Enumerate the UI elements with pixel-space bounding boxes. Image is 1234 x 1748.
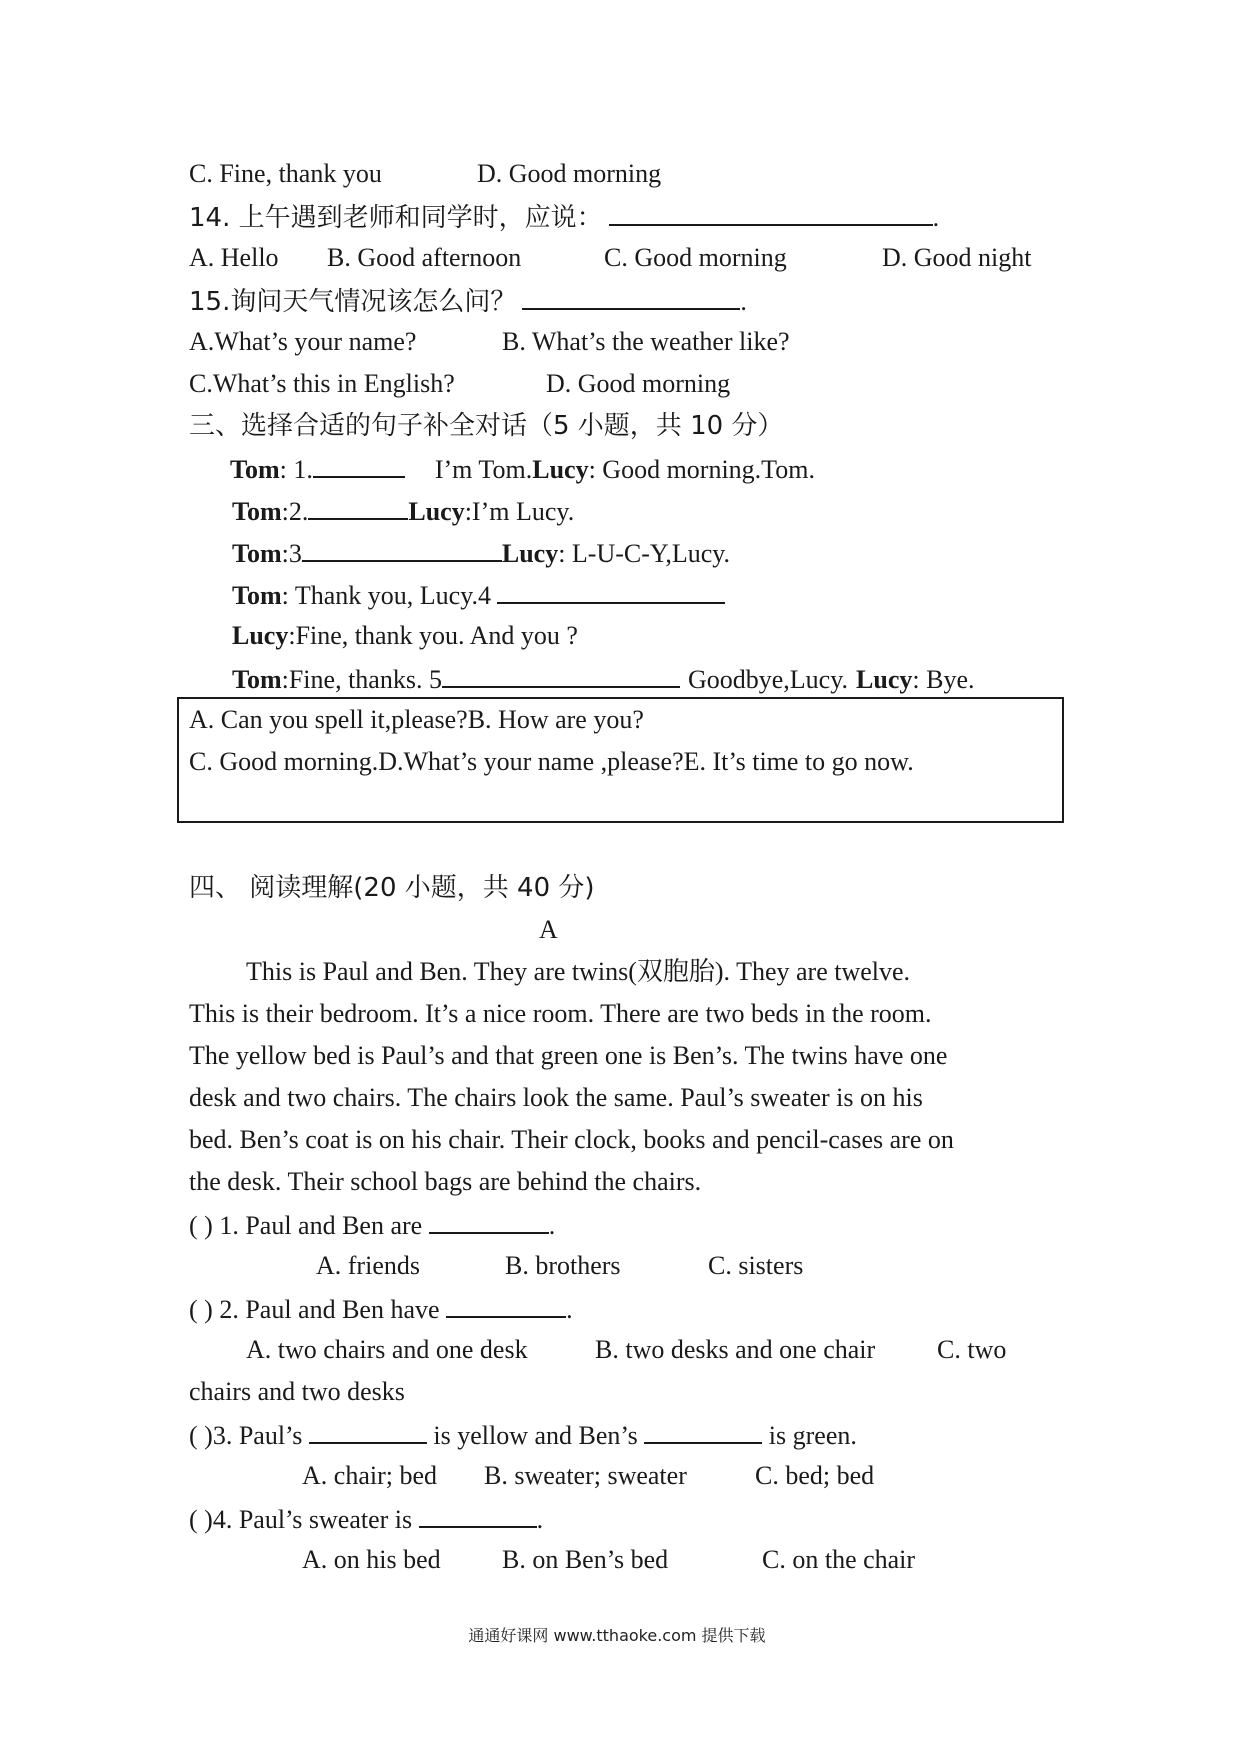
speaker-lucy: Lucy: [856, 665, 913, 694]
q13-option-d: D. Good morning: [477, 159, 662, 188]
dialog-text: : L-U-C-Y,Lucy.: [558, 539, 731, 568]
question-blank[interactable]: [446, 1292, 566, 1318]
dialog-line-1: [230, 452, 815, 486]
reading-q1: [189, 1208, 555, 1242]
speaker-tom: Tom: [230, 455, 280, 484]
question-text: is yellow and Ben’s: [433, 1421, 638, 1450]
q15-option-d: D. Good morning: [546, 369, 731, 398]
dialog-text: :I’m Lucy.: [464, 497, 575, 526]
answer-paren[interactable]: ( ): [189, 1505, 213, 1534]
footer-watermark: 通通好课网 www.tthaoke.com 提供下载: [468, 1626, 766, 1645]
reading-q4: [189, 1502, 543, 1536]
q4-option-c: C. on the chair: [762, 1545, 916, 1574]
speaker-lucy: Lucy: [501, 539, 559, 568]
q1-option-a: A. friends: [316, 1251, 420, 1280]
passage-label: A: [539, 915, 558, 944]
q15-period: .: [740, 287, 747, 316]
dialog-text: : Bye.: [912, 665, 975, 694]
options-box-line-1: A. Can you spell it,please?B. How are you?: [189, 705, 644, 734]
question-blank[interactable]: [429, 1208, 549, 1234]
q14-option-a: A. Hello: [189, 243, 279, 272]
dialog-text: :Fine, thank you. And you ?: [288, 621, 578, 650]
q14-stem: [189, 200, 939, 234]
dialog-blank-4[interactable]: [497, 578, 725, 604]
dialog-text: Goodbye,Lucy.: [687, 665, 849, 694]
q14-option-c: C. Good morning: [604, 243, 787, 272]
q2-option-b: B. two desks and one chair: [595, 1335, 876, 1364]
q14-period: .: [932, 203, 940, 232]
passage-line-1: This is Paul and Ben. They are twins(双胞胎). They are twelve.: [246, 957, 911, 986]
speaker-lucy: Lucy: [408, 497, 465, 526]
question-text: 2. Paul and Ben have: [219, 1295, 440, 1324]
speaker-lucy: Lucy: [532, 455, 589, 484]
q2-option-c: C. two: [937, 1335, 1007, 1364]
question-blank[interactable]: [644, 1418, 762, 1444]
dialog-line-2: [232, 494, 574, 528]
answer-paren[interactable]: ( ): [189, 1211, 213, 1240]
answer-paren[interactable]: ( ): [189, 1421, 213, 1450]
dialog-line-5: [232, 620, 578, 652]
question-period: .: [566, 1295, 573, 1324]
passage-line-4: desk and two chairs. The chairs look the same. Paul’s sweater is on his: [189, 1083, 923, 1112]
dialog-text: : Good morning.Tom.: [588, 455, 815, 484]
q14-text: 14. 上午遇到老师和同学时，应说：: [189, 203, 603, 233]
dialog-text: I’m Tom.: [434, 455, 533, 484]
dialog-blank-3[interactable]: [302, 536, 502, 562]
q3-option-a: A. chair; bed: [302, 1461, 438, 1490]
dialog-text: :Fine, thanks. 5: [281, 665, 442, 694]
question-text: 3. Paul’s: [212, 1421, 303, 1450]
question-blank[interactable]: [419, 1502, 537, 1528]
question-text: 4. Paul’s sweater is: [212, 1505, 413, 1534]
dialog-line-4: [232, 578, 725, 612]
q15-text: 15.询问天气情况该怎么问？: [189, 287, 517, 317]
reading-q3: [189, 1418, 857, 1452]
q14-option-b: B. Good afternoon: [327, 243, 522, 272]
q2-option-a: A. two chairs and one desk: [246, 1335, 528, 1364]
q4-option-b: B. on Ben’s bed: [502, 1545, 669, 1574]
passage-line-6: the desk. Their school bags are behind the chairs.: [189, 1167, 702, 1196]
dialog-blank-5[interactable]: [442, 662, 680, 688]
dialog-text: :3: [281, 539, 302, 568]
q1-option-c: C. sisters: [708, 1251, 804, 1280]
q15-stem: [189, 284, 747, 318]
passage-line-3: The yellow bed is Paul’s and that green one is Ben’s. The twins have one: [189, 1041, 948, 1070]
passage-line-5: bed. Ben’s coat is on his chair. Their clock, books and pencil-cases are on: [189, 1125, 954, 1154]
dialog-line-6: [232, 662, 974, 696]
dialog-text: : Thank you, Lucy.4: [281, 581, 492, 610]
speaker-tom: Tom: [232, 539, 282, 568]
speaker-tom: Tom: [232, 497, 282, 526]
q14-option-d: D. Good night: [882, 243, 1032, 272]
q13-option-c: C. Fine, thank you: [189, 159, 382, 188]
passage-line-2: This is their bedroom. It’s a nice room. There are two beds in the room.: [189, 999, 932, 1028]
options-box-line-2: C. Good morning.D.What’s your name ,please?E. It’s time to go now.: [189, 747, 914, 776]
question-period: .: [548, 1211, 556, 1240]
answer-paren[interactable]: ( ): [189, 1295, 213, 1324]
q14-blank[interactable]: [609, 200, 933, 226]
dialog-blank-1[interactable]: [313, 452, 405, 478]
speaker-tom: Tom: [232, 581, 282, 610]
q15-blank[interactable]: [522, 284, 740, 310]
dialog-blank-2[interactable]: [308, 494, 408, 520]
question-text: 1. Paul and Ben are: [219, 1211, 423, 1240]
q3-option-c: C. bed; bed: [755, 1461, 875, 1490]
speaker-tom: Tom: [232, 665, 282, 694]
section4-title: 四、 阅读理解(20 小题，共 40 分): [189, 873, 595, 903]
dialog-line-3: [232, 536, 730, 570]
q15-option-a: A.What’s your name?: [189, 327, 417, 356]
q3-option-b: B. sweater; sweater: [484, 1461, 687, 1490]
dialog-text: : 1.: [279, 455, 313, 484]
reading-q2: [189, 1292, 573, 1326]
q4-option-a: A. on his bed: [302, 1545, 441, 1574]
q2-option-c-continued: chairs and two desks: [189, 1377, 405, 1406]
section3-title: 三、选择合适的句子补全对话（5 小题，共 10 分）: [189, 411, 784, 441]
q15-option-b: B. What’s the weather like?: [502, 327, 790, 356]
speaker-lucy: Lucy: [232, 621, 289, 650]
question-blank[interactable]: [309, 1418, 427, 1444]
q15-option-c: C.What’s this in English?: [189, 369, 455, 398]
question-text: is green.: [768, 1421, 857, 1450]
dialog-text: :2.: [281, 497, 309, 526]
question-period: .: [536, 1505, 544, 1534]
q1-option-b: B. brothers: [505, 1251, 621, 1280]
